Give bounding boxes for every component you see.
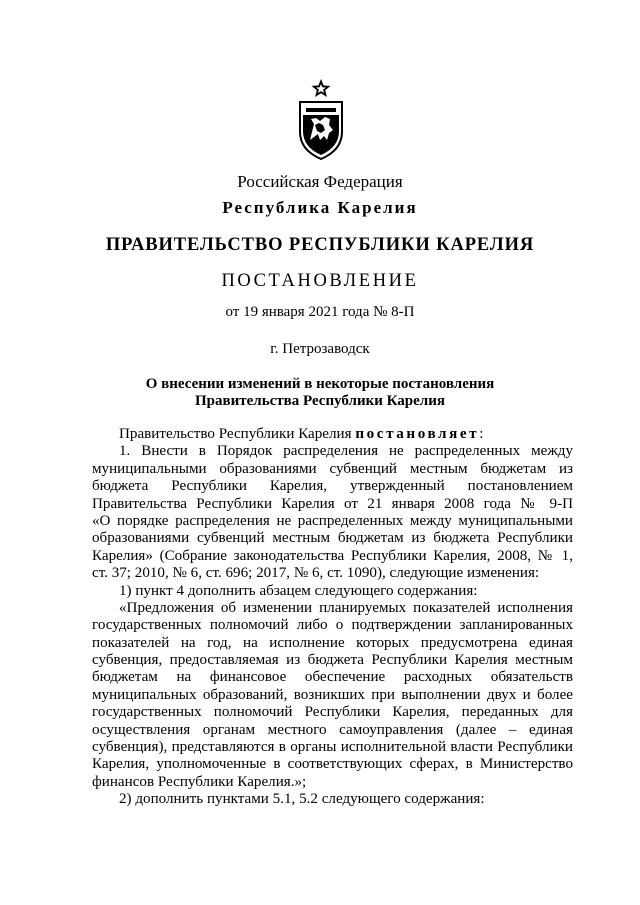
republic-name: Республика Карелия	[222, 198, 418, 217]
federation-name: Российская Федерация	[237, 172, 403, 191]
body-line: государственных полномочий либо о подтверждении запланированных	[92, 617, 573, 634]
document-city: г. Петрозаводск	[270, 341, 370, 357]
document-body	[92, 426, 573, 809]
document-type: ПОСТАНОВЛЕНИЕ	[221, 271, 419, 291]
body-line: «О порядке распределения не распределенных между муниципальными	[92, 512, 573, 529]
government-name: ПРАВИТЕЛЬСТВО РЕСПУБЛИКИ КАРЕЛИЯ	[105, 235, 535, 255]
body-line: 2) дополнить пунктами 5.1, 5.2 следующего содержания:	[119, 791, 485, 808]
body-line: 1. Внести в Порядок распределения не распределенных между	[119, 443, 573, 460]
body-line: показателей на год, на исполнение которых предусмотрена единая	[92, 634, 573, 651]
body-line: 1) пункт 4 дополнить абзацем следующего содержания:	[119, 582, 478, 599]
body-line: ст. 37; 2010, № 6, ст. 696; 2017, № 6, ст. 1090), следующие изменения:	[92, 565, 540, 582]
document-title-line2: Правительства Республики Карелия	[195, 393, 445, 409]
body-line: финансов Республики Карелия.»;	[92, 773, 307, 790]
intro-suffix: :	[479, 426, 484, 442]
document-title-line1: О внесении изменений в некоторые постановления	[145, 376, 495, 392]
body-line: муниципальными образованиями субвенций местным бюджетам из	[92, 460, 573, 477]
intro-prefix: Правительство Республики Карелия	[119, 426, 356, 442]
body-line: осуществления органам местного самоуправления (далее – единая	[92, 721, 573, 738]
body-line: субвенция), представляются в органы исполнительной власти Республики	[92, 739, 573, 756]
body-line: субвенция, предоставляемая из бюджета Республики Карелия местным	[92, 652, 573, 669]
body-line: Правительства Республики Карелия от 21 января 2008 года № 9-П	[92, 495, 573, 512]
document-date-number: от 19 января 2021 года № 8-П	[225, 304, 415, 320]
body-line: Карелия» (Собрание законодательства Республики Карелия, 2008, № 1,	[92, 547, 573, 564]
karelia-coat-of-arms-icon	[297, 78, 345, 162]
body-line: «Предложения об изменении планируемых показателей исполнения	[119, 599, 573, 616]
body-line: бюджетам на финансовое обеспечение расходных обязательств	[92, 669, 573, 686]
body-line: государственных полномочий Республики Карелия, переданных для	[92, 704, 573, 721]
body-line: бюджета Республики Карелия, утвержденный постановлением	[92, 478, 573, 495]
intro-keyword: постановляет	[355, 426, 480, 442]
intro-paragraph	[92, 426, 573, 443]
body-line: муниципальных образований, возникших при выполнении двух и более	[92, 686, 573, 703]
body-line: Карелия, уполномоченные в соответствующих сферах, в Министерство	[92, 756, 573, 773]
body-line: образованиями субвенций местным бюджетам из бюджета Республики	[92, 530, 573, 547]
